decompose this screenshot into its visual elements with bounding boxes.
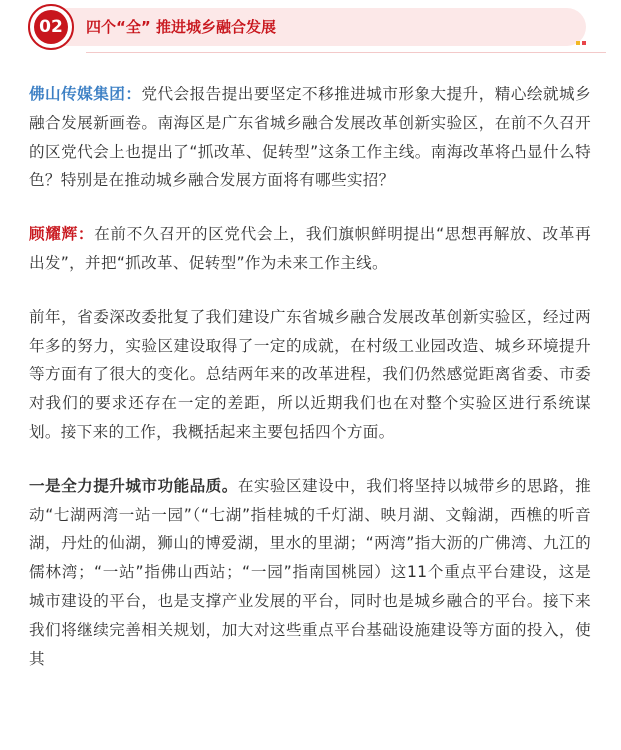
paragraph-text: 在前不久召开的区党代会上，我们旗帜鲜明提出“思想再解放、改革再出发”，并把“抓改革、促转型”作为未来工作主线。 xyxy=(29,225,591,272)
paragraph-text: 党代会报告提出要坚定不移推进城市形象大提升，精心绘就城乡融合发展新画卷。南海区是广东省城乡融合发展改革创新实验区，在前不久召开的区党代会上也提出了“抓改革、促转型”这条工作主线。南海改革将凸显什么特色？特别是在推动城乡融合发展方面将有哪些实招？ xyxy=(29,85,591,190)
article-body xyxy=(29,80,591,698)
speaker-label: 佛山传媒集团： xyxy=(29,85,142,103)
paragraph-text: 前年，省委深改委批复了我们建设广东省城乡融合发展改革创新实验区，经过两年多的努力，实验区建设取得了一定的成就，在村级工业园改造、城乡环境提升等方面有了很大的变化。总结两年来的改革进程，我们仍然感觉距离省委、市委对我们的要求还存在一定的差距，所以近期我们也在对整个实验区进行系统谋划。接下来的工作，我概括起来主要包括四个方面。 xyxy=(29,307,591,441)
deco-square-yellow xyxy=(576,41,580,45)
paragraph-question xyxy=(29,80,591,195)
section-header xyxy=(28,4,584,50)
section-number-badge xyxy=(28,4,74,50)
paragraph-answer xyxy=(29,220,591,278)
paragraph xyxy=(29,303,591,447)
header-divider xyxy=(86,52,606,53)
speaker-label: 顾耀辉： xyxy=(29,225,95,244)
paragraph-lead: 一是全力提升城市功能品质。 xyxy=(29,476,238,495)
paragraph xyxy=(29,472,591,674)
section-title: 四个“全” 推进城乡融合发展 xyxy=(86,18,276,36)
paragraph-text: 在实验区建设中，我们将坚持以城带乡的思路，推动“七湖两湾一站一园”（“七湖”指桂城的千灯湖、映月湖、文翰湖，西樵的听音湖，丹灶的仙湖，狮山的博爱湖，里水的里湖；“两湾”指大沥的广佛湾、九江的儒林湾；“一站”指佛山西站；“一园”指南国桃园）这11个重点平台建设，这是城市建设的平台，也是支撑产业发展的平台，同时也是城乡融合的平台。接下来我们将继续完善相关规划，加大对这些重点平台基础设施建设等方面的投入，使其 xyxy=(29,476,591,668)
section-number: 02 xyxy=(34,10,68,44)
deco-square-red xyxy=(582,41,586,45)
